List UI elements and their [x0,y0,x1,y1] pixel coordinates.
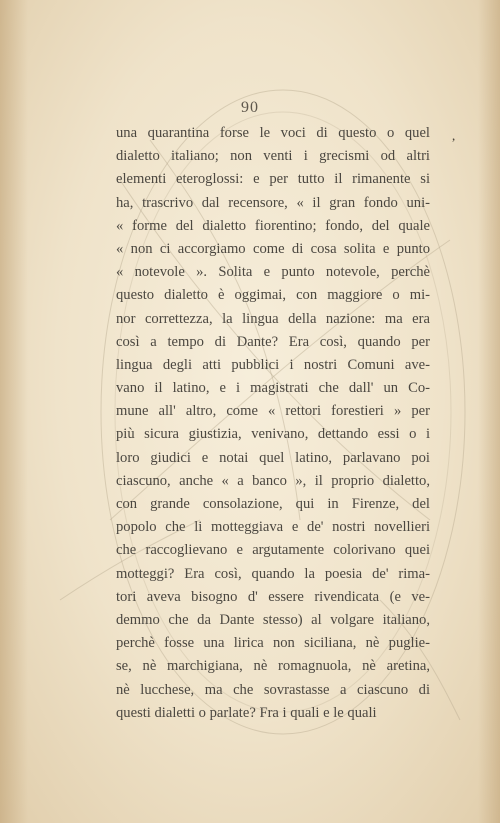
text-line: nè lucchese, ma che sovrastasse a ciascuno di [116,681,430,698]
text-line: questo dialetto è oggimai, con maggiore o mi- [116,287,430,304]
text-line: così a tempo di Dante? Era così, quando per [116,333,430,350]
text-line: loro giudici e notai quel latino, parlavano poi [116,449,430,466]
text-line: che raccoglievano e argutamente colorivano quei [116,542,430,559]
text-line: demmo che da Dante stesso) al volgare italiano, [116,611,430,628]
text-line: « non ci accorgiamo come di cosa solita e punto [116,240,430,257]
page-number: 90 [241,99,259,116]
text-line: questi dialetti o parlate? Fra i quali e le quali [116,704,377,721]
text-line: lingua degli atti pubblici i nostri Comuni ave- [116,356,430,373]
text-line: più sicura giustizia, venivano, dettando essi o i [116,426,430,443]
text-line: nor correttezza, la lingua della nazione: ma era [116,310,430,327]
text-line: popolo che li motteggiava e de' nostri novellieri [116,519,430,536]
text-line: perchè fosse una lirica non siciliana, nè puglie- [116,635,430,652]
text-line: se, nè marchigiana, nè romagnuola, nè aretina, [116,658,430,675]
page-edge-left [0,0,28,823]
text-line: dialetto italiano; non venti i grecismi od altri [116,148,430,165]
text-line: elementi eteroglossi: e per tutto il rimanente si [116,171,430,188]
text-line: « notevole ». Solita e punto notevole, perchè [116,264,430,281]
text-line: « forme del dialetto fiorentino; fondo, del quale [116,217,430,234]
margin-mark: , [452,128,456,143]
page-edge-right [478,0,500,823]
body-text [116,122,430,725]
text-line: motteggi? Era così, quando la poesia de' rima- [116,565,430,582]
text-line: una quarantina forse le voci di questo o quel [116,125,430,141]
text-line: vano il latino, e i magistrati che dall' un Co- [116,380,430,397]
text-line: ciascuno, anche « a banco », il proprio dialetto, [116,472,430,489]
text-line: mune all' altro, come « rettori forestieri » per [116,403,430,420]
text-line: tori aveva bisogno d' essere rivendicata (e ve- [116,588,430,605]
text-line: ha, trascrivo dal recensore, « il gran fondo uni- [116,194,430,211]
text-line: con grande consolazione, qui in Firenze, del [116,496,430,512]
